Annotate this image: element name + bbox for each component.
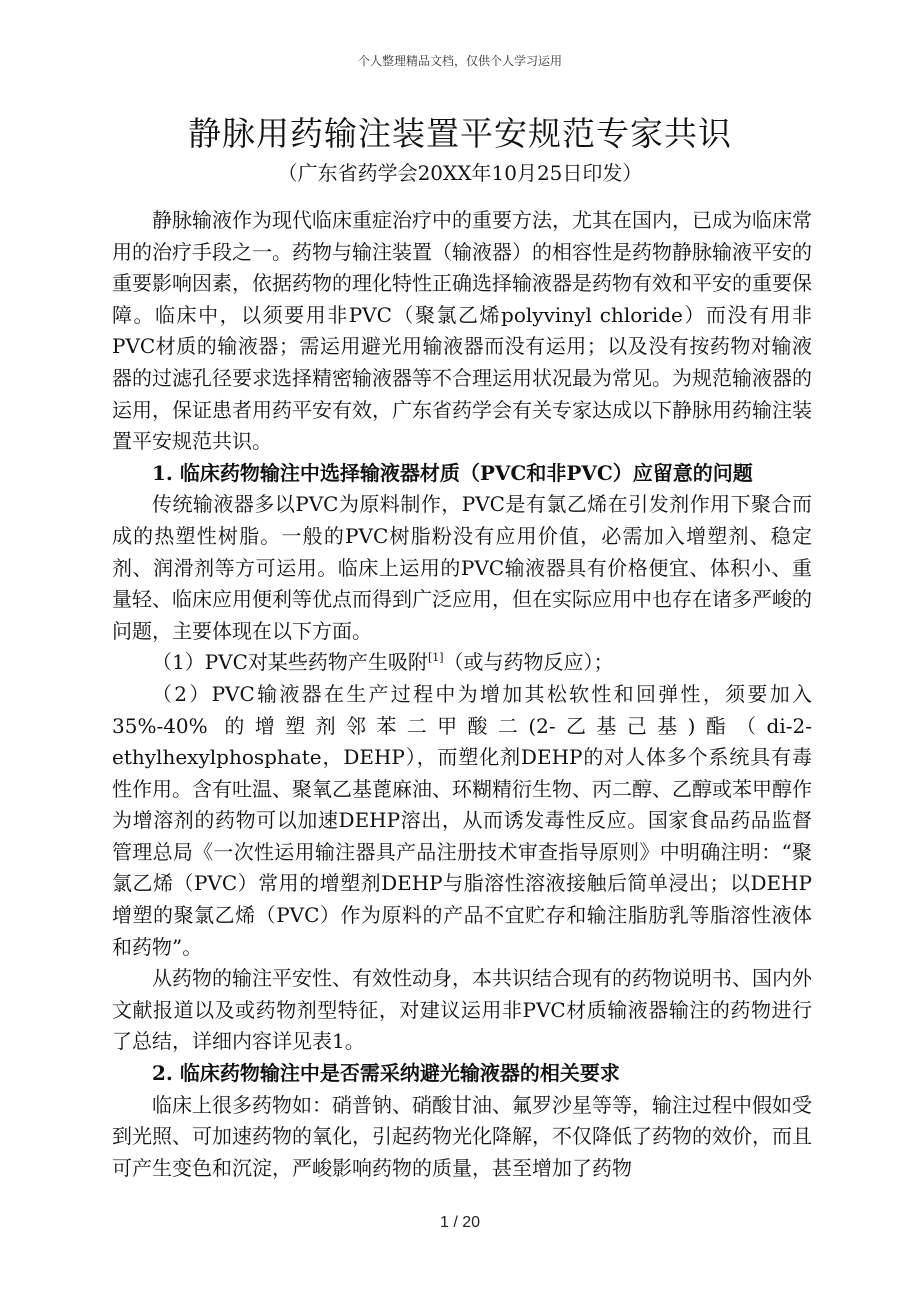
citation-ref[interactable]: [1] xyxy=(427,651,444,665)
list-item-2: （2）PVC输液器在生产过程中为增加其松软性和回弹性，须要加入35%-40% 的增塑剂邻苯二甲酸二(2-乙基己基)酯（di-2-ethylhexylphosphate，DEHP），而塑化剂DEHP的对人体多个系统具有毒性作用。含有吐温、聚氧乙基蓖麻油、环糊精衍生物、丙二醇、乙醇或苯甲醇作为增溶剂的药物可以加速DEHP溶出，从而诱发毒性反应。国家食品药品监督管理总局《一次性运用输注器具产品注册技术审查指导原则》中明确注明：“聚氯乙烯（PVC）常用的增塑剂DEHP与脂溶性溶液接触后简单浸出；以DEHP增塑的聚氯乙烯（PVC）作为原料的产品不宜贮存和输注脂肪乳等脂溶性液体和药物”。 xyxy=(112,681,812,959)
list-item-1 xyxy=(112,647,812,679)
page-total: 20 xyxy=(462,1214,481,1231)
page-number xyxy=(0,1214,920,1232)
document-subtitle: （广东省药学会20XX年10月25日印发） xyxy=(277,161,643,185)
document-title: 静脉用药输注装置平安规范专家共识 xyxy=(188,114,732,153)
page-header: 个人整理精品文档，仅供个人学习运用 xyxy=(357,54,562,68)
section1-paragraph: 传统输液器多以PVC为原料制作，PVC是有氯乙烯在引发剂作用下聚合而成的热塑性树脂。一般的PVC树脂粉没有应用价值，必需加入增塑剂、稳定剂、润滑剂等方可运用。临床上运用的PVC输液器具有价格便宜、体积小、重量轻、临床应用便利等优点而得到广泛应用，但在实际应用中也存在诸多严峻的问题，主要体现在以下方面。 xyxy=(112,492,812,643)
page-current: 1 xyxy=(439,1214,449,1231)
section-heading-1: 1. 临床药物输注中选择输液器材质（PVC和非PVC）应留意的问题 xyxy=(152,460,753,485)
intro-paragraph: 静脉输液作为现代临床重症治疗中的重要方法，尤其在国内，已成为临床常用的治疗手段之一。药物与输注装置（输液器）的相容性是药物静脉输液平安的重要影响因素，依据药物的理化特性正确选择输液器是药物有效和平安的重要保障。临床中，以须要用非PVC（聚氯乙烯polyvinyl chloride）而没有用非PVC材质的输液器；需运用避光用输液器而没有运用；以及没有按药物对输液器的过滤孔径要求选择精密输液器等不合理运用状况最为常见。为规范输液器的运用，保证患者用药平安有效，广东省药学会有关专家达成以下静脉用药输注装置平安规范共识。 xyxy=(112,208,812,454)
section1-summary-paragraph: 从药物的输注平安性、有效性动身，本共识结合现有的药物说明书、国内外文献报道以及或药物剂型特征，对建议运用非PVC材质输液器输注的药物进行了总结，详细内容详见表1。 xyxy=(112,966,812,1054)
page-separator: / xyxy=(448,1214,463,1231)
list-item-1-text: （1）PVC对某些药物产生吸附 xyxy=(152,650,428,675)
section-heading-2: 2. 临床药物输注中是否需采纳避光输液器的相关要求 xyxy=(152,1061,620,1086)
document-body xyxy=(112,205,812,1184)
list-item-1-text-end: （或与药物反应）； xyxy=(443,650,614,675)
section2-paragraph: 临床上很多药物如：硝普钠、硝酸甘油、氟罗沙星等等，输注过程中假如受到光照、可加速药物的氧化，引起药物光化降解，不仅降低了药物的效价，而且可产生变色和沉淀，严峻影响药物的质量，甚至增加了药物 xyxy=(112,1092,812,1180)
